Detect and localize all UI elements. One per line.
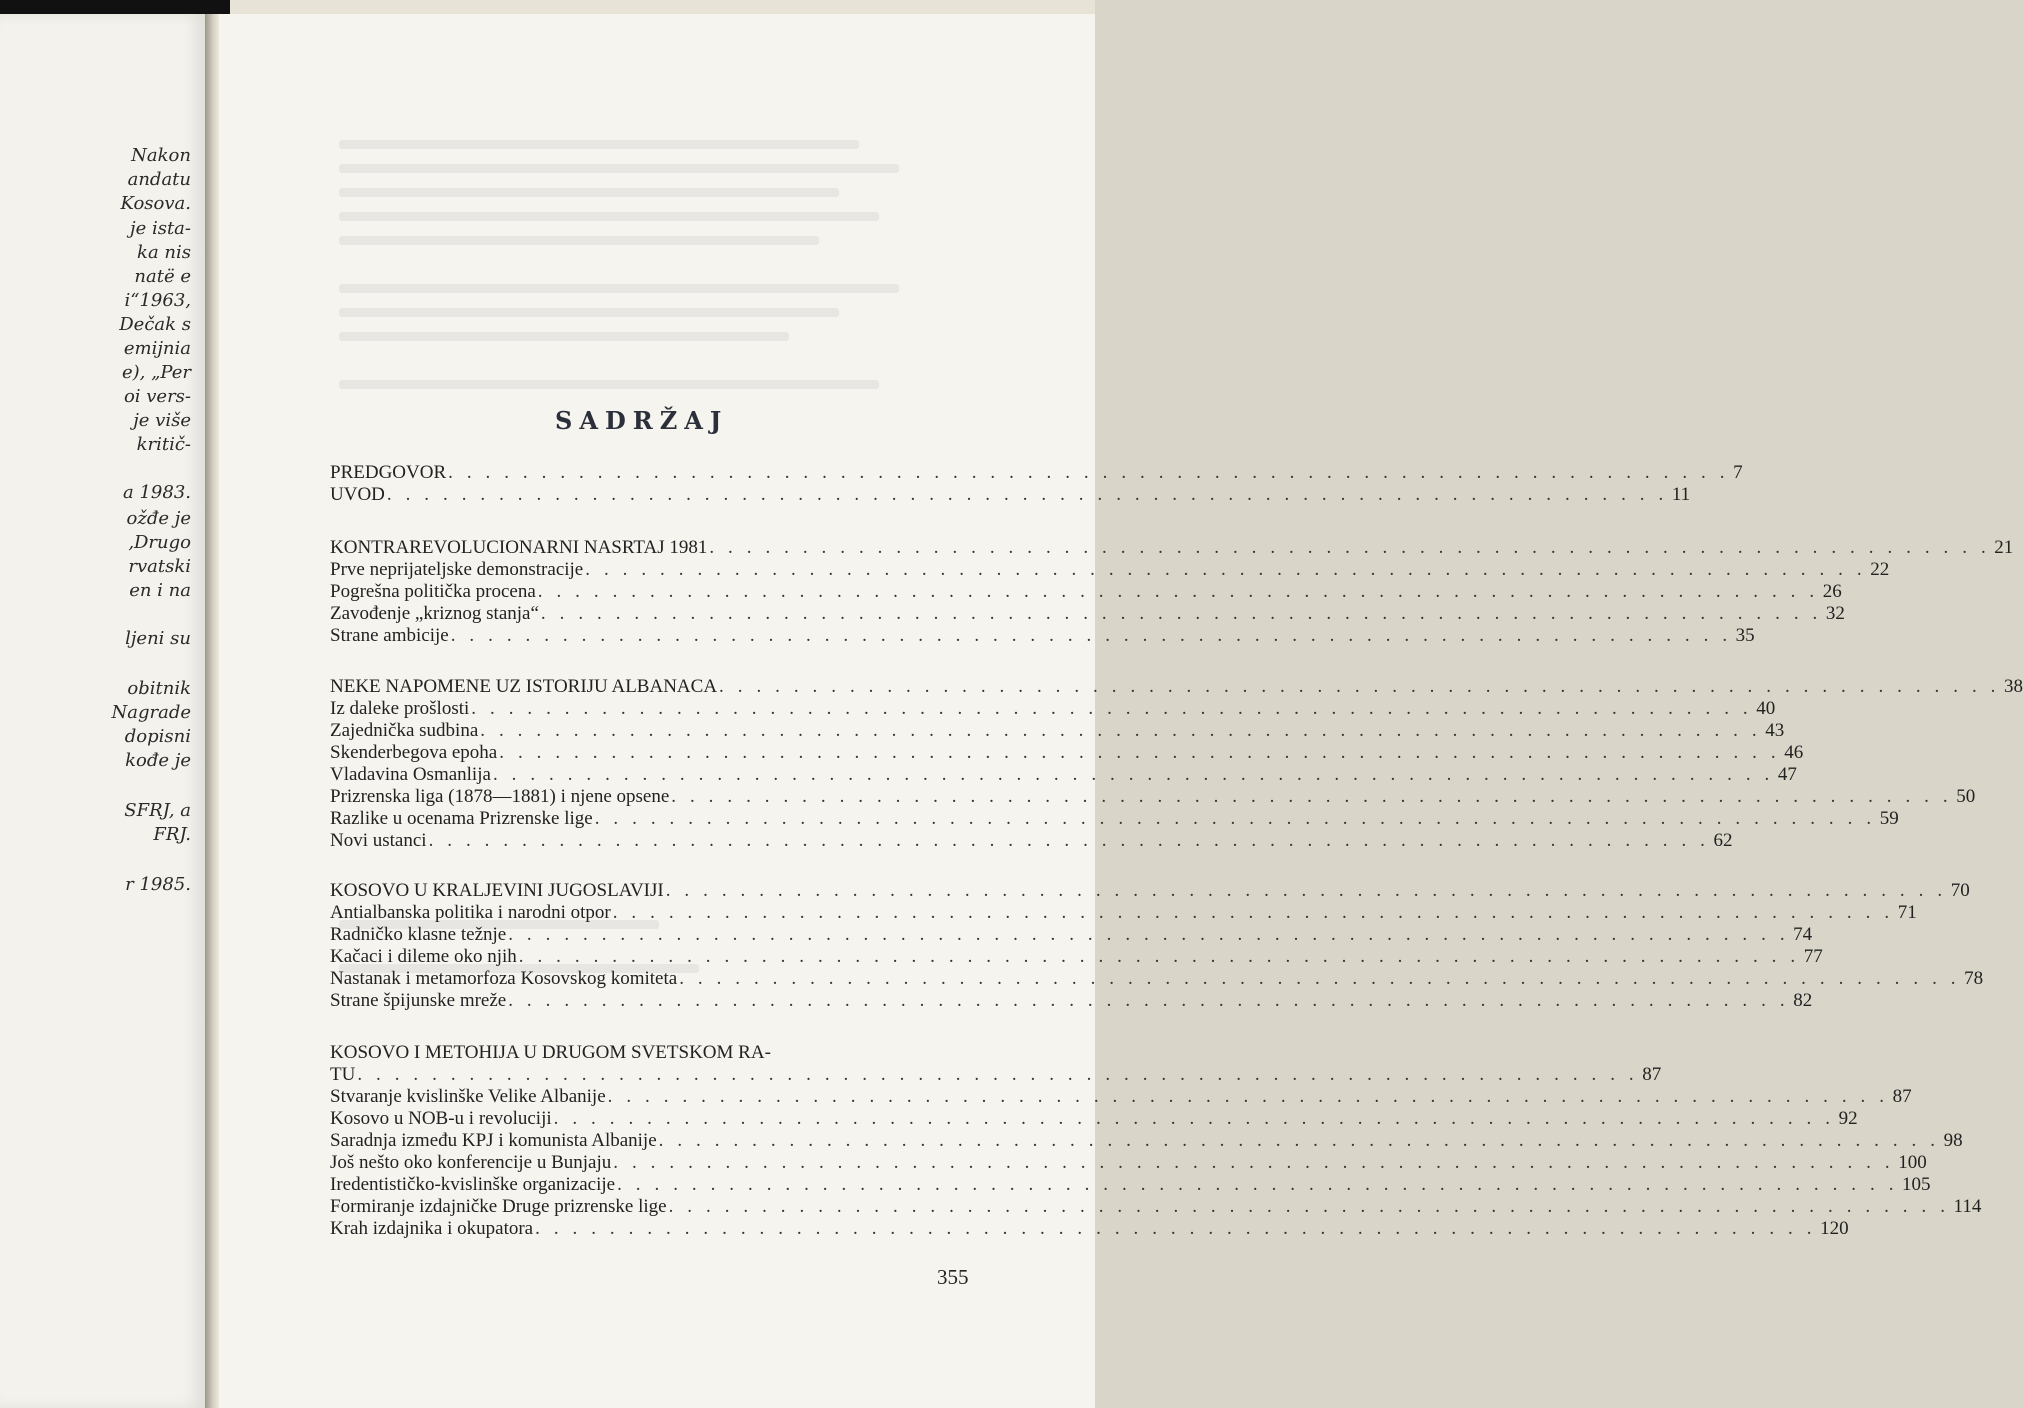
toc-leader: . . . . . . . . . . . . . . . . . . . . . . . . . . . . . . . . . . . . . . . . . . . . . . . . . . . . . . . . . . . . . . . . . . . . . bbox=[540, 603, 1822, 624]
toc-entry-label: Kačaci i dileme oko njih bbox=[330, 946, 517, 967]
toc-entry bbox=[330, 946, 1823, 968]
toc-entry bbox=[330, 462, 1743, 484]
toc-leader: . . . . . . . . . . . . . . . . . . . . . . . . . . . . . . . . . . . . . . . . . . . . . . . . . . . . . . . . . . . . . . . . . . . . . bbox=[607, 1086, 1889, 1107]
toc-leader: . . . . . . . . . . . . . . . . . . . . . . . . . . . . . . . . . . . . . . . . . . . . . . . . . . . . . . . . . . . . . . . . . . . . . bbox=[518, 946, 1800, 967]
toc-entry bbox=[330, 1130, 1963, 1152]
toc-entry bbox=[330, 924, 1813, 946]
toc-leader: . . . . . . . . . . . . . . . . . . . . . . . . . . . . . . . . . . . . . . . . . . . . . . . . . . . . . . . . . . . . . . . . . . . . . bbox=[612, 902, 1894, 923]
toc-entry-label: Formiranje izdajničke Druge prizrenske lige bbox=[330, 1196, 667, 1217]
toc-entry-label: Još nešto oko konferencije u Bunjaju bbox=[330, 1152, 612, 1173]
left-text-line: ljeni su bbox=[125, 628, 191, 649]
left-text-line: FRJ. bbox=[153, 824, 191, 845]
toc-entry-label: Iz daleke prošlosti bbox=[330, 698, 470, 719]
left-text-line: kritič- bbox=[136, 434, 191, 455]
toc-entry-label: Strane ambicije bbox=[330, 625, 449, 646]
toc-entry-label: Iredentističko-kvislinške organizacije bbox=[330, 1174, 616, 1195]
toc-leader: . . . . . . . . . . . . . . . . . . . . . . . . . . . . . . . . . . . . . . . . . . . . . . . . . . . . . . . . . . . . . . . . . . . . . bbox=[594, 808, 1876, 829]
toc-entry-page: 38 bbox=[2004, 676, 2023, 697]
book-gutter bbox=[205, 14, 219, 1408]
toc-entry bbox=[330, 484, 1691, 506]
bleed-through bbox=[339, 212, 879, 221]
toc-entry-label: Zajednička sudbina bbox=[330, 720, 479, 741]
left-text-line: en i na bbox=[129, 580, 191, 601]
left-text-line: andatu bbox=[127, 169, 191, 190]
toc-entry bbox=[330, 720, 1785, 742]
toc-leader: . . . . . . . . . . . . . . . . . . . . . . . . . . . . . . . . . . . . . . . . . . . . . . . . . . . . . . . . . . . . . . . . . . . . . bbox=[492, 764, 1774, 785]
left-text-line: Dečak s bbox=[119, 314, 191, 335]
left-text-line: emijnia bbox=[123, 338, 191, 359]
toc-entry-page: 47 bbox=[1777, 764, 1797, 785]
bleed-through bbox=[339, 188, 839, 197]
toc-entry bbox=[330, 559, 1890, 581]
toc-entry-label: Pogrešna politička procena bbox=[330, 581, 536, 602]
toc-entry bbox=[330, 1152, 1927, 1174]
bleed-through bbox=[339, 236, 819, 245]
toc-entry bbox=[330, 1108, 1858, 1130]
toc-entry bbox=[330, 1196, 1982, 1218]
toc-entry bbox=[330, 537, 2014, 559]
toc-entry-page: 74 bbox=[1793, 924, 1813, 945]
toc-leader: . . . . . . . . . . . . . . . . . . . . . . . . . . . . . . . . . . . . . . . . . . . . . . . . . . . . . . . . . . . . . . . . . . . . . bbox=[585, 559, 1867, 580]
toc-entry bbox=[330, 625, 1755, 647]
toc-entry bbox=[330, 1174, 1931, 1196]
toc-entry bbox=[330, 902, 1917, 924]
toc-entry-page: 32 bbox=[1825, 603, 1845, 624]
toc-entry bbox=[330, 990, 1813, 1012]
left-text-line: rvatski bbox=[128, 556, 191, 577]
toc-leader: . . . . . . . . . . . . . . . . . . . . . . . . . . . . . . . . . . . . . . . . . . . . . . . . . . . . . . . . . . . . . . . . . . . . . bbox=[617, 1174, 1899, 1195]
toc-leader: . . . . . . . . . . . . . . . . . . . . . . . . . . . . . . . . . . . . . . . . . . . . . . . . . . . . . . . . . . . . . . . . . . . . . bbox=[553, 1108, 1835, 1129]
bleed-through bbox=[339, 380, 879, 389]
left-text-line: a 1983. bbox=[123, 482, 191, 503]
toc-entry-label: Saradnja između KPJ i komunista Albanije bbox=[330, 1130, 657, 1151]
toc-leader: . . . . . . . . . . . . . . . . . . . . . . . . . . . . . . . . . . . . . . . . . . . . . . . . . . . . . . . . . . . . . . . . . . . . . bbox=[668, 1196, 1950, 1217]
left-text-line: r 1985. bbox=[125, 874, 191, 895]
toc-leader: . . . . . . . . . . . . . . . . . . . . . . . . . . . . . . . . . . . . . . . . . . . . . . . . . . . . . . . . . . . . . . . . . . . . . bbox=[658, 1130, 1940, 1151]
toc-entry bbox=[330, 808, 1899, 830]
toc-entry-label: PREDGOVOR bbox=[330, 462, 447, 483]
toc-entry bbox=[330, 968, 1984, 990]
toc-entry bbox=[330, 880, 1970, 902]
left-text-line: e), „Per bbox=[121, 362, 191, 383]
toc-entry-label: Prizrenska liga (1878—1881) i njene opsene bbox=[330, 786, 670, 807]
toc-entry-page: 77 bbox=[1803, 946, 1823, 967]
toc-entry-page: 82 bbox=[1793, 990, 1813, 1011]
left-text-line: i“1963, bbox=[124, 290, 191, 311]
bleed-through bbox=[339, 332, 789, 341]
toc-entry-label: Prve neprijateljske demonstracije bbox=[330, 559, 584, 580]
bleed-through bbox=[339, 284, 899, 293]
left-text-line: kođe je bbox=[125, 750, 191, 771]
toc-entry-page: 7 bbox=[1733, 462, 1743, 483]
toc-entry-label: UVOD bbox=[330, 484, 385, 505]
left-text-line: ka nis bbox=[137, 242, 191, 263]
toc-leader: . . . . . . . . . . . . . . . . . . . . . . . . . . . . . . . . . . . . . . . . . . . . . . . . . . . . . . . . . . . . . . . . . . . . . bbox=[471, 698, 1753, 719]
toc-entry-label: KONTRAREVOLUCIONARNI NASRTAJ 1981 bbox=[330, 537, 708, 558]
toc-entry-label: Krah izdajnika i okupatora bbox=[330, 1218, 534, 1239]
toc-leader: . . . . . . . . . . . . . . . . . . . . . . . . . . . . . . . . . . . . . . . . . . . . . . . . . . . . . . . . . . . . . . . . . . . . . bbox=[508, 990, 1790, 1011]
toc-entry bbox=[330, 742, 1804, 764]
toc-leader: . . . . . . . . . . . . . . . . . . . . . . . . . . . . . . . . . . . . . . . . . . . . . . . . . . . . . . . . . . . . . . . . . . . . . bbox=[448, 462, 1730, 483]
toc-entry-first-line: KOSOVO I METOHIJA U DRUGOM SVETSKOM RA- bbox=[330, 1042, 771, 1063]
toc-entry bbox=[330, 676, 2023, 698]
bleed-through bbox=[339, 164, 899, 173]
left-text-line: ožđe je bbox=[126, 508, 191, 529]
toc-entry bbox=[330, 1086, 1912, 1108]
toc-entry-page: 21 bbox=[1994, 537, 2014, 558]
toc-leader: . . . . . . . . . . . . . . . . . . . . . . . . . . . . . . . . . . . . . . . . . . . . . . . . . . . . . . . . . . . . . . . . . . . . . bbox=[671, 786, 1953, 807]
left-text-line: Nagrade bbox=[111, 702, 191, 723]
left-text-line: obitnik bbox=[127, 678, 191, 699]
toc-entry-page: 71 bbox=[1897, 902, 1917, 923]
toc-entry-label: Stvaranje kvislinške Velike Albanije bbox=[330, 1086, 606, 1107]
left-text-line: dopisni bbox=[124, 726, 191, 747]
toc-leader: . . . . . . . . . . . . . . . . . . . . . . . . . . . . . . . . . . . . . . . . . . . . . . . . . . . . . . . . . . . . . . . . . . . . . bbox=[499, 742, 1781, 763]
toc-entry-label: Nastanak i metamorfoza Kosovskog komiteta bbox=[330, 968, 678, 989]
toc-entry-label: Kosovo u NOB-u i revoluciji bbox=[330, 1108, 552, 1129]
toc-entry-label: Strane špijunske mreže bbox=[330, 990, 507, 1011]
toc-entry-page: 78 bbox=[1964, 968, 1984, 989]
bleed-through bbox=[339, 140, 859, 149]
left-text-line: oi vers- bbox=[123, 386, 191, 407]
toc-leader: . . . . . . . . . . . . . . . . . . . . . . . . . . . . . . . . . . . . . . . . . . . . . . . . . . . . . . . . . . . . . . . . . . . . . bbox=[719, 676, 2000, 697]
toc-entry-label: Vladavina Osmanlija bbox=[330, 764, 491, 785]
toc-entry-label: NEKE NAPOMENE UZ ISTORIJU ALBANACA bbox=[330, 676, 718, 697]
toc-entry-page: 59 bbox=[1879, 808, 1899, 829]
toc-entry-page: 100 bbox=[1898, 1152, 1927, 1173]
toc-entry-label: Novi ustanci bbox=[330, 830, 427, 851]
toc-leader: . . . . . . . . . . . . . . . . . . . . . . . . . . . . . . . . . . . . . . . . . . . . . . . . . . . . . . . . . . . . . . . . . . . . . bbox=[679, 968, 1961, 989]
toc-entry-page: 46 bbox=[1784, 742, 1804, 763]
left-text-line: SFRJ, a bbox=[124, 800, 191, 821]
left-text-line: natë e bbox=[134, 266, 191, 287]
toc-title: SADRŽAJ bbox=[555, 406, 729, 435]
toc-entry-page: 87 bbox=[1642, 1064, 1662, 1085]
page-number: 355 bbox=[937, 1265, 969, 1289]
toc-leader: . . . . . . . . . . . . . . . . . . . . . . . . . . . . . . . . . . . . . . . . . . . . . . . . . . . . . . . . . . . . . . . . . . . . . bbox=[480, 720, 1762, 741]
toc-entry bbox=[330, 581, 1842, 603]
toc-leader: . . . . . . . . . . . . . . . . . . . . . . . . . . . . . . . . . . . . . . . . . . . . . . . . . . . . . . . . . . . . . . . . . . . . . bbox=[665, 880, 1947, 901]
toc-entry-page: 50 bbox=[1956, 786, 1976, 807]
toc-entry-label: TU bbox=[330, 1064, 356, 1085]
toc-entry-page: 11 bbox=[1671, 484, 1691, 505]
left-text-line: ‚Drugo bbox=[128, 532, 191, 553]
toc-entry-label: Razlike u ocenama Prizrenske lige bbox=[330, 808, 593, 829]
left-text-line: Kosova. bbox=[120, 193, 191, 214]
toc-entry-page: 120 bbox=[1820, 1218, 1849, 1239]
toc-leader: . . . . . . . . . . . . . . . . . . . . . . . . . . . . . . . . . . . . . . . . . . . . . . . . . . . . . . . . . . . . . . . . . . . . . bbox=[613, 1152, 1895, 1173]
toc-entry-page: 70 bbox=[1950, 880, 1970, 901]
toc-leader: . . . . . . . . . . . . . . . . . . . . . . . . . . . . . . . . . . . . . . . . . . . . . . . . . . . . . . . . . . . . . . . . . . . . . bbox=[535, 1218, 1817, 1239]
toc-entry-page: 62 bbox=[1713, 830, 1733, 851]
toc-entry-label: Zavođenje „kriznog stanja“ bbox=[330, 603, 539, 624]
toc-entry bbox=[330, 698, 1776, 720]
toc-entry-page: 43 bbox=[1765, 720, 1785, 741]
toc-entry-page: 40 bbox=[1756, 698, 1776, 719]
toc-entry bbox=[330, 1064, 1662, 1086]
toc-entry-page: 87 bbox=[1892, 1086, 1912, 1107]
toc-entry-page: 114 bbox=[1953, 1196, 1982, 1217]
toc-entry-page: 35 bbox=[1735, 625, 1755, 646]
left-text-line: je više bbox=[133, 410, 191, 431]
toc-entry-page: 98 bbox=[1943, 1130, 1963, 1151]
toc-leader: . . . . . . . . . . . . . . . . . . . . . . . . . . . . . . . . . . . . . . . . . . . . . . . . . . . . . . . . . . . . . . . . . . . . . bbox=[386, 484, 1668, 505]
toc-entry bbox=[330, 786, 1976, 808]
toc-entry bbox=[330, 764, 1797, 786]
toc-entry bbox=[330, 603, 1845, 625]
toc-entry-page: 26 bbox=[1822, 581, 1842, 602]
toc-leader: . . . . . . . . . . . . . . . . . . . . . . . . . . . . . . . . . . . . . . . . . . . . . . . . . . . . . . . . . . . . . . . . . . . . . bbox=[357, 1064, 1639, 1085]
toc-leader: . . . . . . . . . . . . . . . . . . . . . . . . . . . . . . . . . . . . . . . . . . . . . . . . . . . . . . . . . . . . . . . . . . . . . bbox=[428, 830, 1710, 851]
toc-entry-label: Antialbanska politika i narodni otpor bbox=[330, 902, 611, 923]
toc-entry-page: 92 bbox=[1838, 1108, 1858, 1129]
toc-entry-label: Skenderbegova epoha bbox=[330, 742, 498, 763]
toc-leader: . . . . . . . . . . . . . . . . . . . . . . . . . . . . . . . . . . . . . . . . . . . . . . . . . . . . . . . . . . . . . . . . . . . . . bbox=[508, 924, 1790, 945]
toc-entry bbox=[330, 1218, 1849, 1240]
left-text-line: Nakon bbox=[131, 145, 191, 166]
left-page bbox=[0, 14, 205, 1408]
toc-entry-page: 22 bbox=[1870, 559, 1890, 580]
left-text-line: je ista- bbox=[130, 218, 191, 239]
toc-entry bbox=[330, 830, 1733, 852]
toc-leader: . . . . . . . . . . . . . . . . . . . . . . . . . . . . . . . . . . . . . . . . . . . . . . . . . . . . . . . . . . . . . . . . . . . . . bbox=[450, 625, 1732, 646]
toc-leader: . . . . . . . . . . . . . . . . . . . . . . . . . . . . . . . . . . . . . . . . . . . . . . . . . . . . . . . . . . . . . . . . . . . . . bbox=[537, 581, 1819, 602]
toc-entry-page: 105 bbox=[1902, 1174, 1931, 1195]
toc-entry-label: Radničko klasne težnje bbox=[330, 924, 507, 945]
toc-entry-label: KOSOVO U KRALJEVINI JUGOSLAVIJI bbox=[330, 880, 664, 901]
toc-leader: . . . . . . . . . . . . . . . . . . . . . . . . . . . . . . . . . . . . . . . . . . . . . . . . . . . . . . . . . . . . . . . . . . . . . bbox=[709, 537, 1991, 558]
bleed-through bbox=[339, 308, 839, 317]
